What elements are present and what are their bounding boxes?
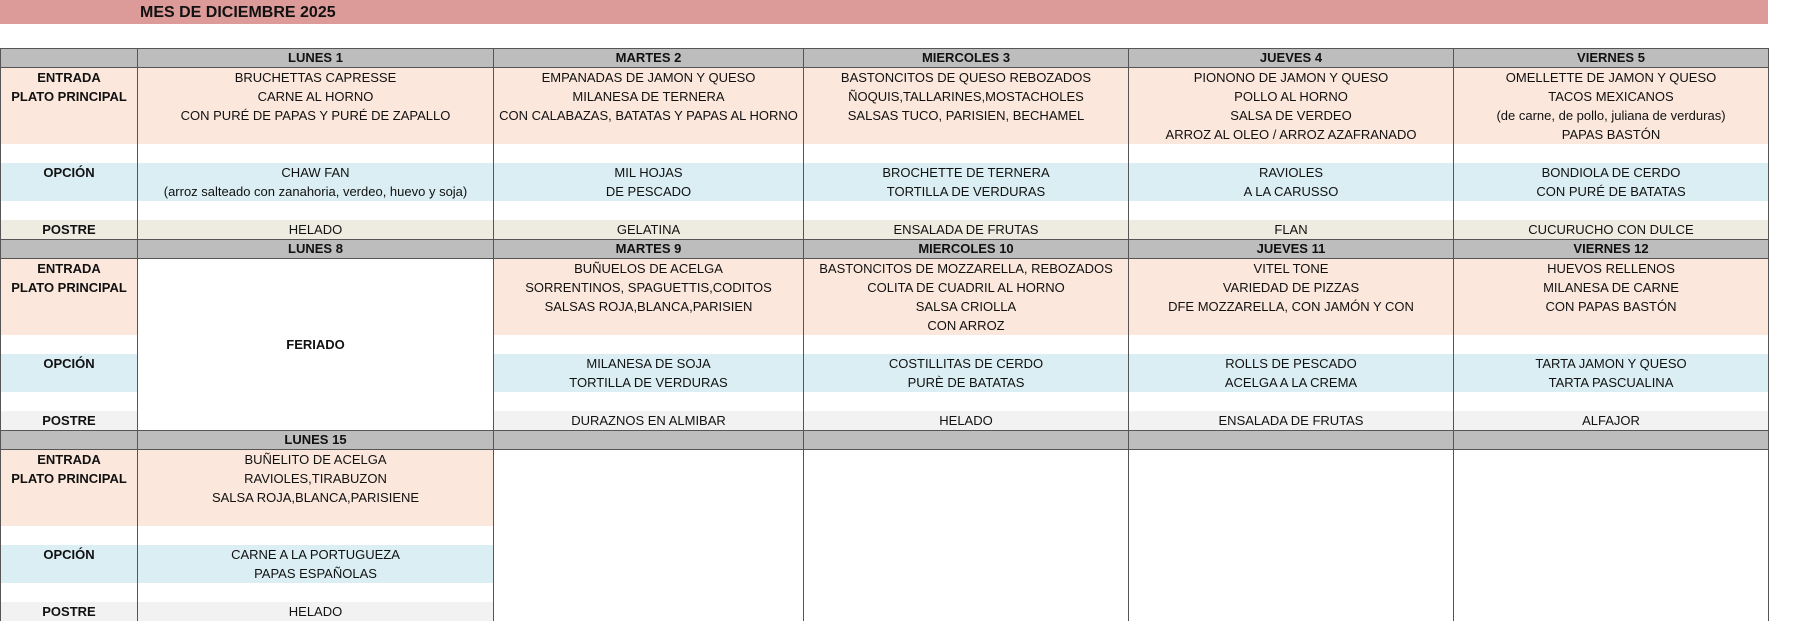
option-dish-cell: CHAW FAN (arroz salteado con zanahoria, verdeo, huevo y soja) <box>138 163 494 201</box>
empty-cell <box>1129 450 1454 622</box>
row-label-dessert: POSTRE <box>1 411 138 431</box>
row-label-dessert: POSTRE <box>1 602 138 621</box>
holiday-cell: FERIADO <box>138 259 494 431</box>
week1-dessert-row <box>1 220 1769 240</box>
day-header: LUNES 1 <box>138 49 494 68</box>
dessert-cell: DURAZNOS EN ALMIBAR <box>494 411 804 431</box>
dessert-cell: ENSALADA DE FRUTAS <box>1129 411 1454 431</box>
dessert-cell: ALFAJOR <box>1454 411 1769 431</box>
day-header: MIERCOLES 10 <box>804 240 1129 259</box>
empty-cell <box>494 450 804 622</box>
option-dish-cell: MIL HOJAS DE PESCADO <box>494 163 804 201</box>
day-header: VIERNES 5 <box>1454 49 1769 68</box>
row-label-option: OPCIÓN <box>1 163 138 201</box>
row-label-dessert: POSTRE <box>1 220 138 240</box>
row-label-option: OPCIÓN <box>1 354 138 392</box>
option-dish-cell: COSTILLITAS DE CERDO PURÈ DE BATATAS <box>804 354 1129 392</box>
option-dish-cell: TARTA JAMON Y QUESO TARTA PASCUALINA <box>1454 354 1769 392</box>
main-dish-cell: BASTONCITOS DE MOZZARELLA, REBOZADOS COLITA DE CUADRIL AL HORNO SALSA CRIOLLA CON ARROZ <box>804 259 1129 336</box>
dessert-cell: FLAN <box>1129 220 1454 240</box>
page-title: MES DE DICIEMBRE 2025 <box>140 4 336 21</box>
main-dish-cell: BUÑUELOS DE ACELGA SORRENTINOS, SPAGUETTIS,CODITOS SALSAS ROJA,BLANCA,PARISIEN <box>494 259 804 336</box>
week2-header-row <box>1 240 1769 259</box>
menu-table <box>0 48 1769 621</box>
option-dish-cell: RAVIOLES A LA CARUSSO <box>1129 163 1454 201</box>
dessert-cell: HELADO <box>138 220 494 240</box>
main-dish-cell: HUEVOS RELLENOS MILANESA DE CARNE CON PAPAS BASTÓN <box>1454 259 1769 336</box>
spacer-row <box>1 201 1769 220</box>
dessert-cell: GELATINA <box>494 220 804 240</box>
main-dish-cell: BUÑELITO DE ACELGA RAVIOLES,TIRABUZON SALSA ROJA,BLANCA,PARISIENE <box>138 450 494 527</box>
main-dish-cell: EMPANADAS DE JAMON Y QUESO MILANESA DE TERNERA CON CALABAZAS, BATATAS Y PAPAS AL HORNO <box>494 68 804 145</box>
empty-cell <box>1454 450 1769 622</box>
row-label-main: ENTRADA PLATO PRINCIPAL <box>1 68 138 145</box>
dessert-cell: HELADO <box>804 411 1129 431</box>
main-dish-cell: VITEL TONE VARIEDAD DE PIZZAS DFE MOZZARELLA, CON JAMÓN Y CON <box>1129 259 1454 336</box>
main-dish-cell: PIONONO DE JAMON Y QUESO POLLO AL HORNO SALSA DE VERDEO ARROZ AL OLEO / ARROZ AZAFRANADO <box>1129 68 1454 145</box>
week3-main-row <box>1 450 1769 527</box>
day-header: LUNES 15 <box>138 431 494 450</box>
option-dish-cell: ROLLS DE PESCADO ACELGA A LA CREMA <box>1129 354 1454 392</box>
week1-option-row <box>1 163 1769 201</box>
option-dish-cell: MILANESA DE SOJA TORTILLA DE VERDURAS <box>494 354 804 392</box>
day-header: VIERNES 12 <box>1454 240 1769 259</box>
day-header: MARTES 2 <box>494 49 804 68</box>
option-dish-cell: CARNE A LA PORTUGUEZA PAPAS ESPAÑOLAS <box>138 545 494 583</box>
row-label-main: ENTRADA PLATO PRINCIPAL <box>1 259 138 336</box>
week1-header-row <box>1 49 1769 68</box>
week1-main-row <box>1 68 1769 145</box>
dessert-cell: HELADO <box>138 602 494 621</box>
day-header: MARTES 9 <box>494 240 804 259</box>
option-dish-cell: BONDIOLA DE CERDO CON PURÉ DE BATATAS <box>1454 163 1769 201</box>
option-dish-cell: BROCHETTE DE TERNERA TORTILLA DE VERDURAS <box>804 163 1129 201</box>
main-dish-cell: BRUCHETTAS CAPRESSE CARNE AL HORNO CON PURÉ DE PAPAS Y PURÉ DE ZAPALLO <box>138 68 494 145</box>
dessert-cell: CUCURUCHO CON DULCE <box>1454 220 1769 240</box>
day-header: JUEVES 4 <box>1129 49 1454 68</box>
empty-cell <box>804 450 1129 622</box>
spacer-row <box>1 144 1769 163</box>
week2-main-row <box>1 259 1769 336</box>
row-label-main: ENTRADA PLATO PRINCIPAL <box>1 450 138 527</box>
main-dish-cell: BASTONCITOS DE QUESO REBOZADOS ÑOQUIS,TALLARINES,MOSTACHOLES SALSAS TUCO, PARISIEN, BECHAMEL <box>804 68 1129 145</box>
title-bar <box>0 0 1768 24</box>
day-header: MIERCOLES 3 <box>804 49 1129 68</box>
week3-header-row <box>1 431 1769 450</box>
day-header: JUEVES 11 <box>1129 240 1454 259</box>
main-dish-cell: OMELLETTE DE JAMON Y QUESO TACOS MEXICANOS (de carne, de pollo, juliana de verduras) PAPAS BASTÓN <box>1454 68 1769 145</box>
day-header: LUNES 8 <box>138 240 494 259</box>
dessert-cell: ENSALADA DE FRUTAS <box>804 220 1129 240</box>
row-label-option: OPCIÓN <box>1 545 138 583</box>
